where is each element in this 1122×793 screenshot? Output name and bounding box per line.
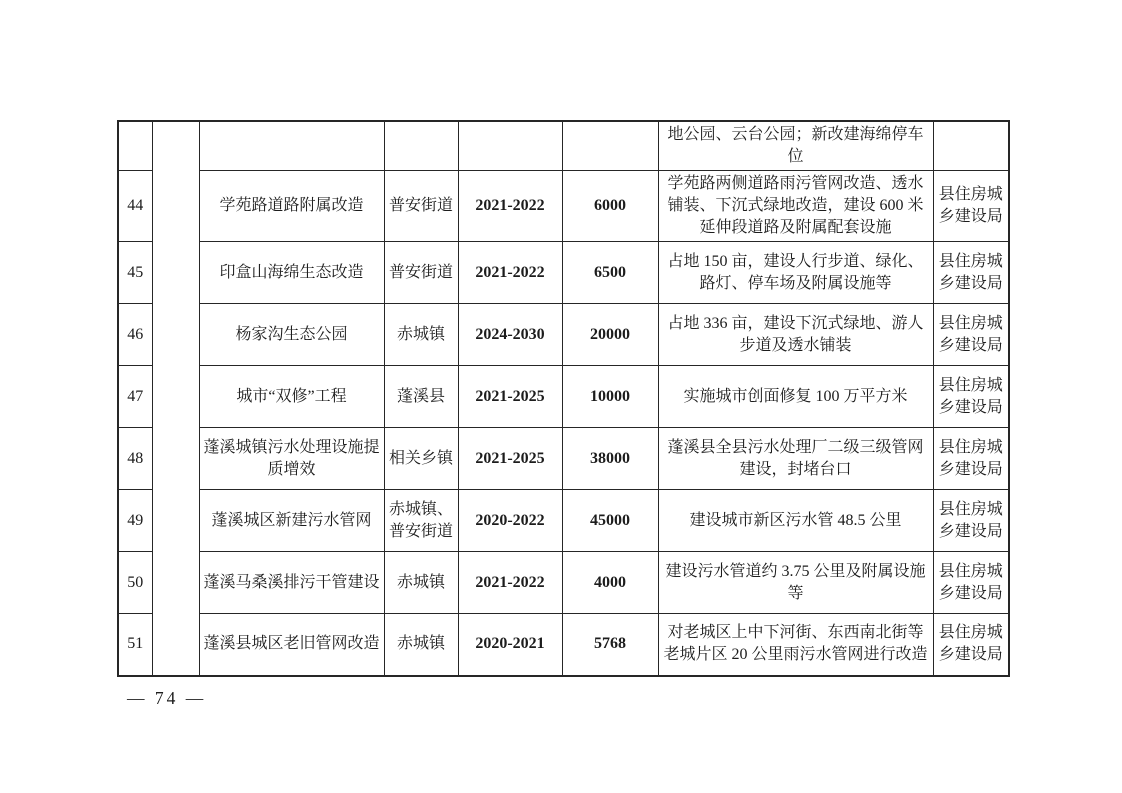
projects-table-body: [118, 121, 1009, 676]
cell-number: 45: [118, 242, 152, 304]
cell-project-name: 城市“双修”工程: [199, 366, 384, 428]
cell-department: 县住房城乡建设局: [933, 171, 1009, 242]
cell-description: 占地 336 亩，建设下沉式绿地、游人步道及透水铺装: [658, 304, 933, 366]
table-row: [118, 552, 1009, 614]
cell-amount: [562, 121, 658, 171]
cell-amount: 20000: [562, 304, 658, 366]
cell-years: 2021-2025: [458, 366, 562, 428]
cell-years: 2021-2022: [458, 552, 562, 614]
table-row: [118, 242, 1009, 304]
cell-number: 46: [118, 304, 152, 366]
table-row: [118, 171, 1009, 242]
cell-description: 建设城市新区污水管 48.5 公里: [658, 490, 933, 552]
cell-department: 县住房城乡建设局: [933, 490, 1009, 552]
cell-number: 49: [118, 490, 152, 552]
cell-department: 县住房城乡建设局: [933, 614, 1009, 676]
cell-department: 县住房城乡建设局: [933, 428, 1009, 490]
cell-amount: 45000: [562, 490, 658, 552]
cell-description: 地公园、云台公园；新改建海绵停车位: [658, 121, 933, 171]
cell-amount: 10000: [562, 366, 658, 428]
cell-location: 相关乡镇: [384, 428, 458, 490]
cell-project-name: 蓬溪城镇污水处理设施提质增效: [199, 428, 384, 490]
page-number: — 74 —: [127, 688, 207, 708]
cell-description: 学苑路两侧道路雨污管网改造、透水铺装、下沉式绿地改造，建设 600 米延伸段道路及附属配套设施: [658, 171, 933, 242]
cell-years: 2020-2021: [458, 614, 562, 676]
cell-department: 县住房城乡建设局: [933, 366, 1009, 428]
cell-years: 2021-2025: [458, 428, 562, 490]
cell-location: 普安街道: [384, 242, 458, 304]
cell-amount: 6000: [562, 171, 658, 242]
cell-location: 蓬溪县: [384, 366, 458, 428]
cell-description: 占地 150 亩，建设人行步道、绿化、路灯、停车场及附属设施等: [658, 242, 933, 304]
cell-location: 赤城镇、普安街道: [384, 490, 458, 552]
cell-project-name: 蓬溪县城区老旧管网改造: [199, 614, 384, 676]
table-row: [118, 428, 1009, 490]
table-row: [118, 366, 1009, 428]
cell-number: 48: [118, 428, 152, 490]
cell-amount: 6500: [562, 242, 658, 304]
table-row: [118, 304, 1009, 366]
cell-location: 赤城镇: [384, 552, 458, 614]
table-row: [118, 490, 1009, 552]
cell-project-name: [199, 121, 384, 171]
cell-amount: 38000: [562, 428, 658, 490]
cell-description: 建设污水管道约 3.75 公里及附属设施等: [658, 552, 933, 614]
cell-department: [933, 121, 1009, 171]
cell-years: [458, 121, 562, 171]
cell-project-name: 学苑路道路附属改造: [199, 171, 384, 242]
cell-project-name: 蓬溪马桑溪排污干管建设: [199, 552, 384, 614]
cell-location: [384, 121, 458, 171]
cell-project-name: 印盒山海绵生态改造: [199, 242, 384, 304]
cell-years: 2021-2022: [458, 242, 562, 304]
cell-location: 赤城镇: [384, 304, 458, 366]
cell-number: 50: [118, 552, 152, 614]
cell-years: 2024-2030: [458, 304, 562, 366]
cell-department: 县住房城乡建设局: [933, 552, 1009, 614]
cell-location: 普安街道: [384, 171, 458, 242]
cell-number: 47: [118, 366, 152, 428]
table-row: [118, 121, 1009, 171]
cell-amount: 5768: [562, 614, 658, 676]
cell-project-name: 蓬溪城区新建污水管网: [199, 490, 384, 552]
cell-number: 51: [118, 614, 152, 676]
cell-description: 对老城区上中下河街、东西南北街等老城片区 20 公里雨污水管网进行改造: [658, 614, 933, 676]
table-row: [118, 614, 1009, 676]
cell-number: [118, 121, 152, 171]
cell-years: 2021-2022: [458, 171, 562, 242]
cell-department: 县住房城乡建设局: [933, 242, 1009, 304]
cell-location: 赤城镇: [384, 614, 458, 676]
cell-years: 2020-2022: [458, 490, 562, 552]
cell-number: 44: [118, 171, 152, 242]
projects-table: [117, 120, 1010, 677]
cell-description: 蓬溪县全县污水处理厂二级三级管网建设，封堵台口: [658, 428, 933, 490]
cell-amount: 4000: [562, 552, 658, 614]
cell-project-name: 杨家沟生态公园: [199, 304, 384, 366]
cell-department: 县住房城乡建设局: [933, 304, 1009, 366]
cell-description: 实施城市创面修复 100 万平方米: [658, 366, 933, 428]
cell-category-spanner: [152, 121, 199, 676]
